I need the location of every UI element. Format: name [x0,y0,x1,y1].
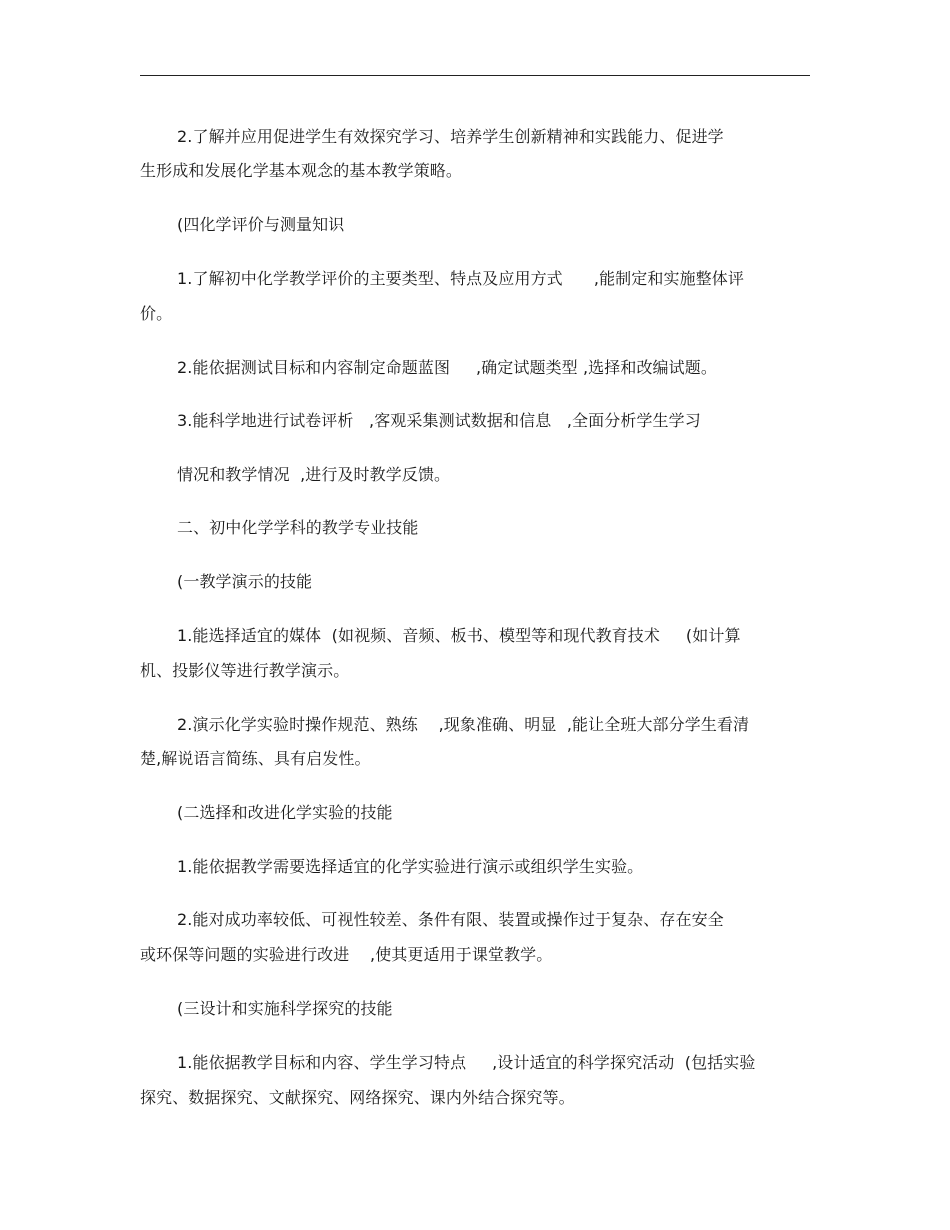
header-rule [140,75,810,76]
paragraph-line: 2.了解并应用促进学生有效探究学习、培养学生创新精神和实践能力、促进学 [177,127,724,146]
paragraph-line: 生形成和发展化学基本观念的基本教学策略。 [140,161,463,180]
paragraph-line: 1.能依据教学目标和内容、学生学习特点 ,设计适宜的科学探究活动 (包括实验 [177,1053,756,1072]
section-heading: (三设计和实施科学探究的技能 [177,999,393,1018]
paragraph-line: 2.能依据测试目标和内容制定命题蓝图 ,确定试题类型 ,选择和改编试题。 [177,358,717,377]
paragraph-line: 机、投影仪等进行教学演示。 [140,661,350,680]
paragraph-line: 2.演示化学实验时操作规范、熟练 ,现象准确、明显 ,能让全班大部分学生看清 [177,715,750,734]
section-heading: (二选择和改进化学实验的技能 [177,803,393,822]
paragraph-line: 或环保等问题的实验进行改进 ,使其更适用于课堂教学。 [140,945,553,964]
paragraph-line: 楚,解说语言简练、具有启发性。 [140,749,371,768]
paragraph-line: 1.能依据教学需要选择适宜的化学实验进行演示或组织学生实验。 [177,857,644,876]
paragraph-line: 1.能选择适宜的媒体 (如视频、音频、板书、模型等和现代教育技术 (如计算 [177,626,741,645]
paragraph-line: 3.能科学地进行试卷评析 ,客观采集测试数据和信息 ,全面分析学生学习 [177,411,701,430]
paragraph-line: 价。 [140,304,173,323]
paragraph-line: 情况和教学情况 ,进行及时教学反馈。 [177,465,451,484]
chapter-heading: 二、初中化学学科的教学专业技能 [177,518,419,537]
paragraph-line: 2.能对成功率较低、可视性较差、条件有限、装置或操作过于复杂、存在安全 [177,910,724,929]
section-heading: (四化学评价与测量知识 [177,215,345,234]
paragraph-line: 1.了解初中化学教学评价的主要类型、特点及应用方式 ,能制定和实施整体评 [177,269,744,288]
paragraph-line: 探究、数据探究、文献探究、网络探究、课内外结合探究等。 [140,1088,575,1107]
section-heading: (一教学演示的技能 [177,572,313,591]
